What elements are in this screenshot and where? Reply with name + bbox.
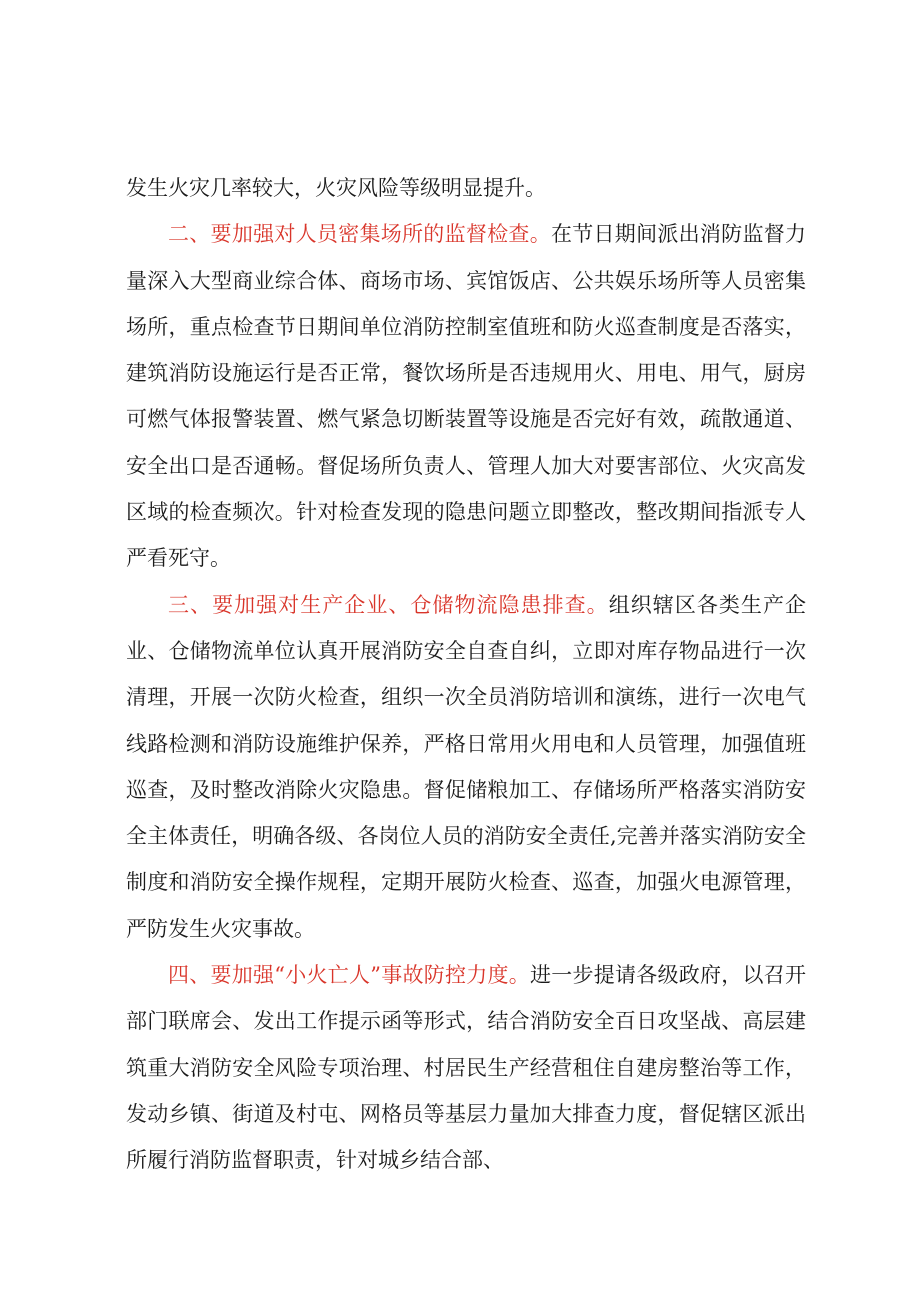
section-paragraph-3 xyxy=(126,582,806,952)
section-heading-4: 四、要加强“小火亡人”事故防控力度。 xyxy=(168,963,530,988)
section-body-4: 进一步提请各级政府，以召开部门联席会、发出工作提示函等形式，结合消防安全百日攻坚战、高层建筑重大消防安全风险专项治理、村居民生产经营租住自建房整治等工作，发动乡镇、街道及村屯、网格员等基层力量加大排查力度，督促辖区派出所履行消防监督职责，针对城乡结合部、 xyxy=(126,963,806,1173)
section-body-2: 在节日期间派出消防监督力量深入大型商业综合体、商场市场、宾馆饭店、公共娱乐场所等人员密集场所，重点检查节日期间单位消防控制室值班和防火巡查制度是否落实，建筑消防设施运行是否正常，餐饮场所是否违规用火、用电、用气，厨房可燃气体报警装置、燃气紧急切断装置等设施是否完好有效，疏散通道、安全出口是否通畅。督促场所负责人、管理人加大对要害部位、火灾高发区域的检查频次。针对检查发现的隐患问题立即整改，整改期间指派专人严看死守。 xyxy=(126,222,807,571)
section-body-3: 组织辖区各类生产企业、仓储物流单位认真开展消防安全自查自纠，立即对库存物品进行一次清理，开展一次防火检查，组织一次全员消防培训和演练，进行一次电气线路检测和消防设施维护保养，严格日常用火用电和人员管理，加强值班巡查，及时整改消除火灾隐患。督促储粮加工、存储场所严格落实消防安全主体责任，明确各级、各岗位人员的消防安全责任,完善并落实消防安全制度和消防安全操作规程，定期开展防火检查、巡查，加强火电源管理，严防发生火灾事故。 xyxy=(126,592,807,941)
section-heading-3: 三、要加强对生产企业、仓储物流隐患排查。 xyxy=(168,592,609,617)
section-heading-2: 二、要加强对人员密集场所的监督检查。 xyxy=(168,222,551,247)
document-body xyxy=(126,165,806,1184)
intro-paragraph: 发生火灾几率较大，火灾风险等级明显提升。 xyxy=(126,176,546,200)
section-paragraph-2 xyxy=(126,211,806,581)
section-paragraph-4 xyxy=(126,952,806,1183)
